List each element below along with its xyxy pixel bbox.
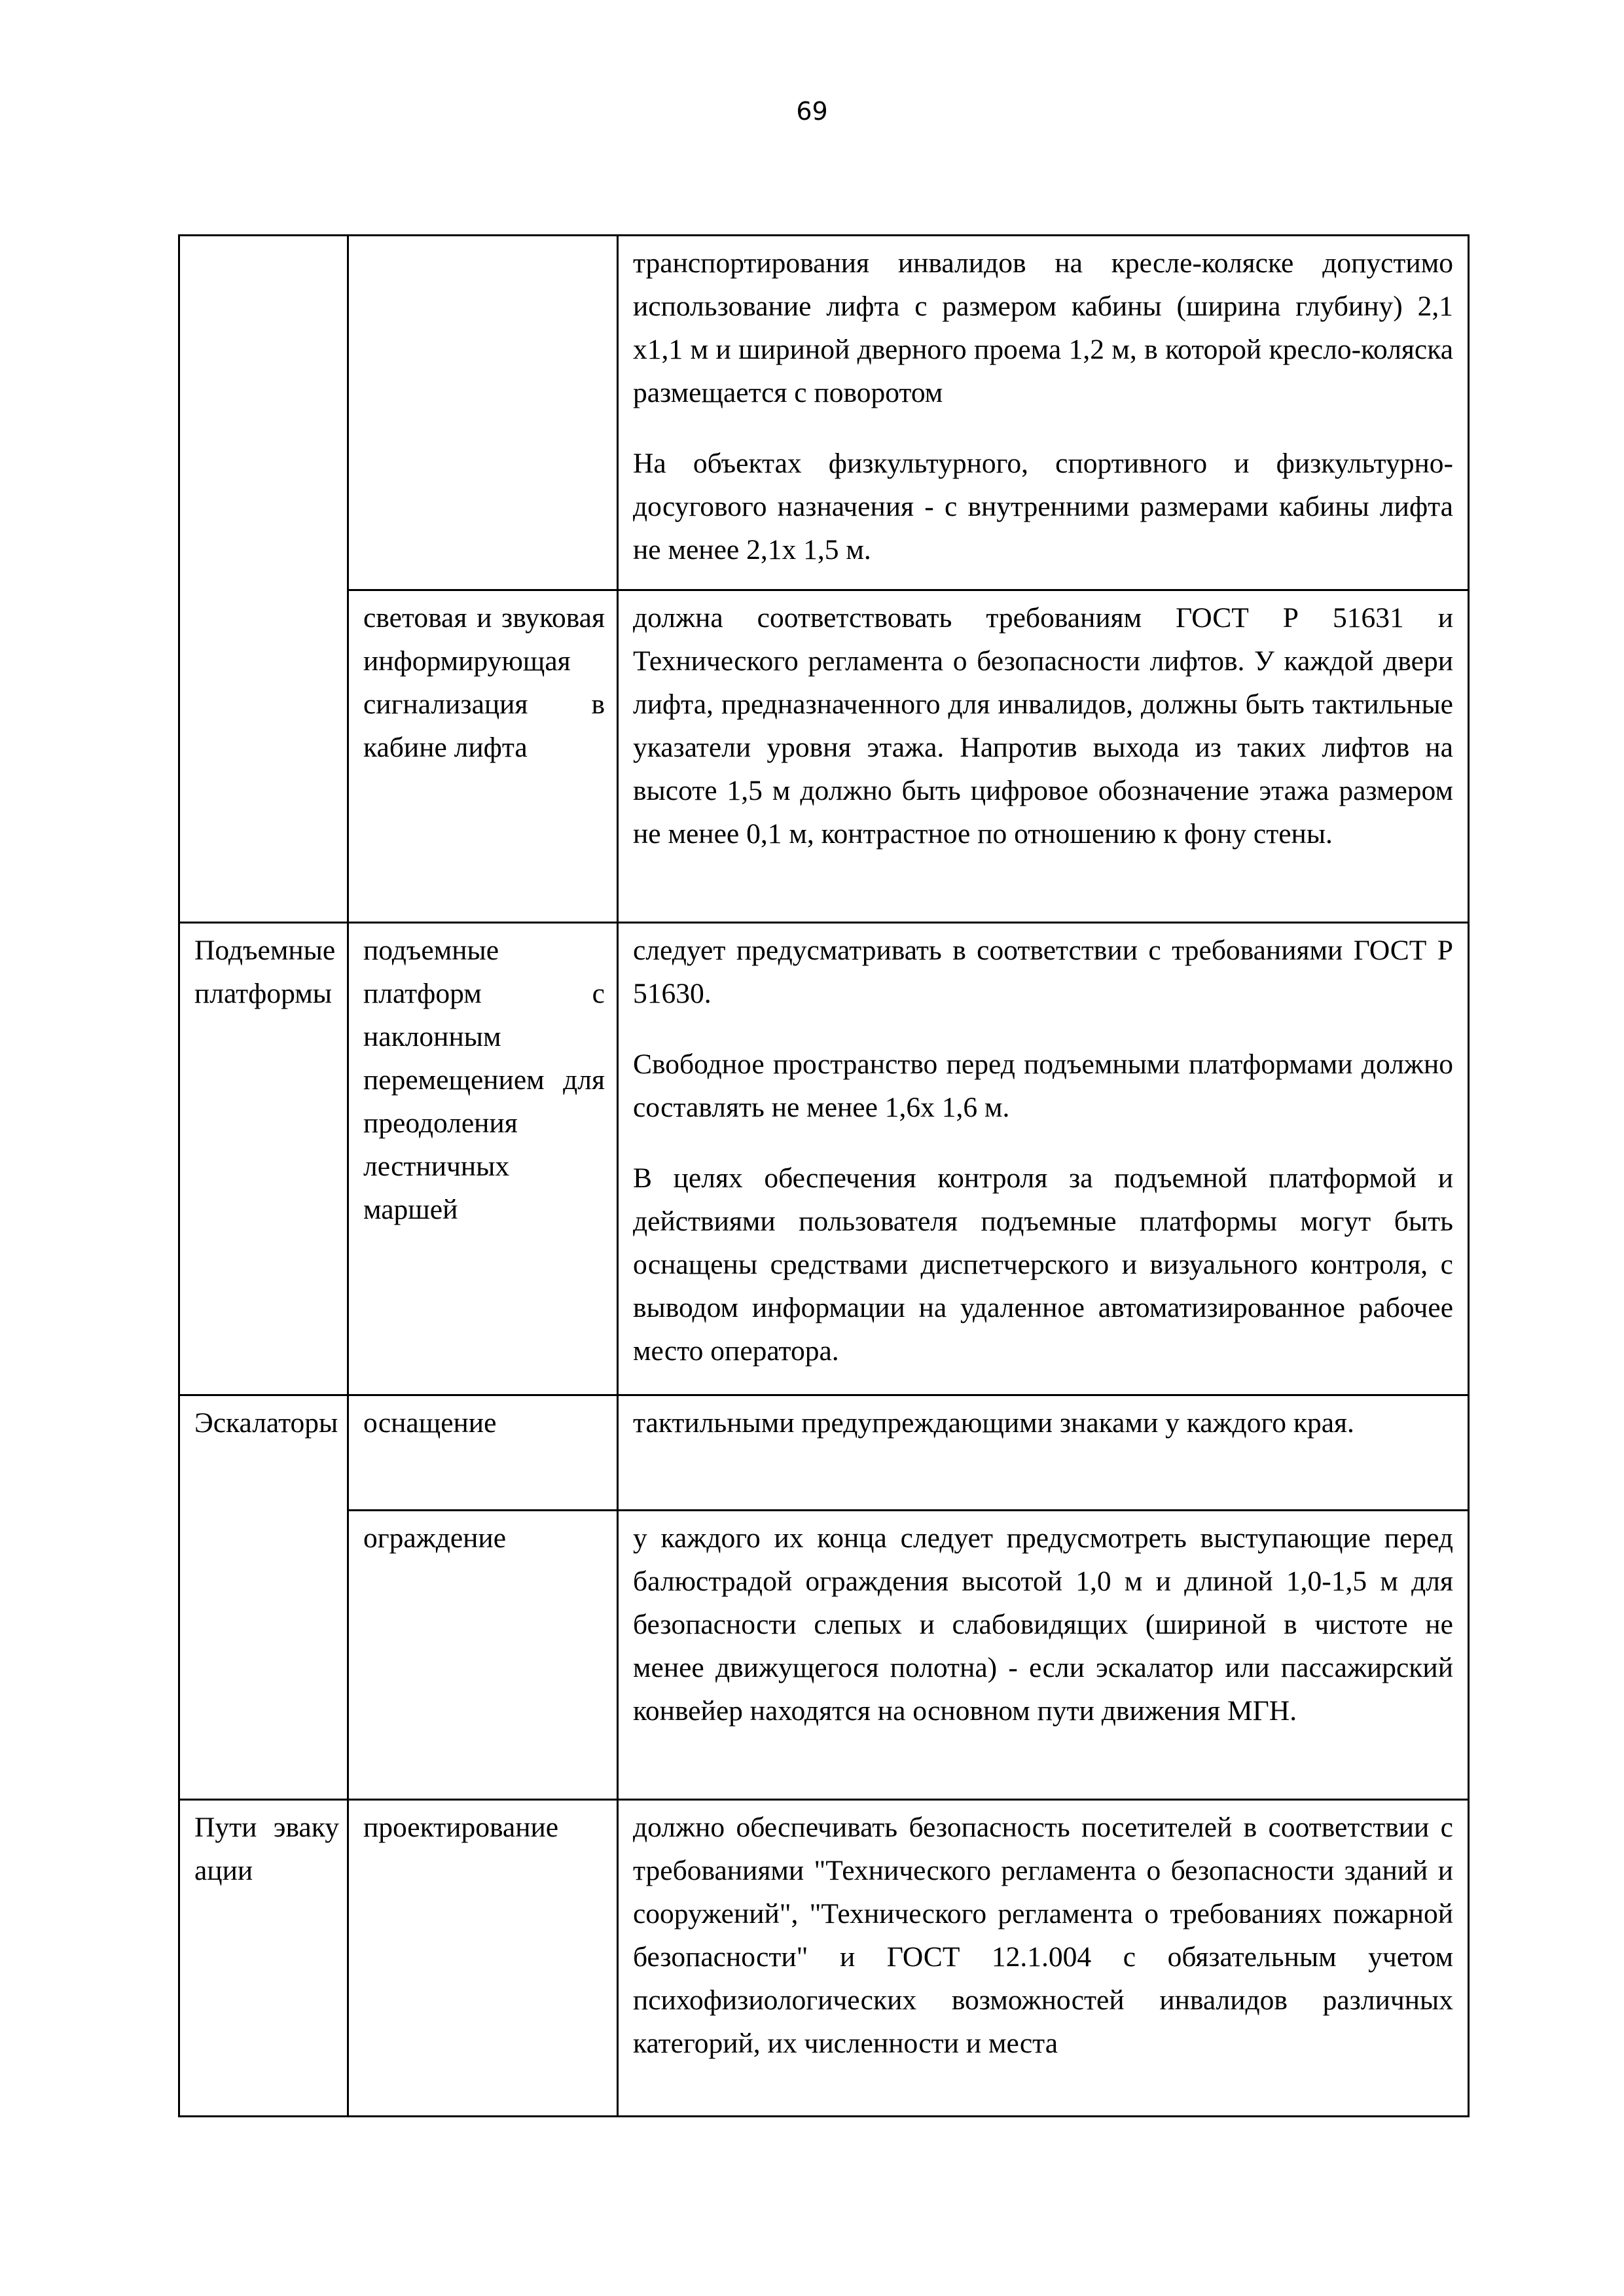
- parameter-cell: [348, 923, 618, 1395]
- page-number: 69: [796, 97, 828, 126]
- parameter-text: проектирование: [363, 1812, 559, 1843]
- requirement-cell: [618, 1511, 1469, 1800]
- requirement-text: Свободное пространство перед подъемными платформами должно составлять не менее 1,6х 1,6 м.: [633, 1049, 1453, 1123]
- element-text: Эскалаторы: [194, 1407, 338, 1439]
- element-cell: [179, 1395, 348, 1511]
- parameter-text: ограждение: [363, 1522, 507, 1554]
- requirement-text: транспортирования инвалидов на кресле-коляске допустимо использование лифта с размером кабины (ширина глубину) 2,1 х1,1 м и шириной дверного проема 1,2 м, в которой кресло-коляска размещается с поворотом: [633, 247, 1453, 408]
- requirement-cell: [618, 1395, 1469, 1511]
- table-row-lift-signal: [179, 590, 1469, 923]
- requirement-text: тактильными предупреждающими знаками у каждого края.: [633, 1407, 1354, 1439]
- parameter-text: световая и звуковая информирующая сигнализация в кабине лифта: [363, 602, 605, 763]
- requirement-text: должна соответствовать требованиям ГОСТ Р 51631 и Технического регламента о безопасности лифтов. У каждой двери лифта, предназначенного для инвалидов, должны быть тактильные указатели уровня этажа. Напротив выхода из таких лифтов на высоте 1,5 м должно быть цифровое обозначение этажа размером не менее 0,1 м, контрастное по отношению к фону стены.: [633, 602, 1453, 850]
- requirement-text: На объектах физкультурного, спортивного и физкультурно-досугового назначения - с внутренними размерами кабины лифта не менее 2,1х 1,5 м.: [633, 448, 1453, 565]
- element-text: Пути эвакуации: [194, 1812, 339, 1886]
- requirements-table: [178, 234, 1470, 2117]
- requirement-cell: [618, 923, 1469, 1395]
- parameter-cell: [348, 590, 618, 923]
- element-text: Подъемные платформы: [194, 935, 336, 1009]
- requirement-text: должно обеспечивать безопасность посетителей в соответствии с требованиями "Технического регламента о безопасности зданий и сооружений", "Технического регламента о требованиях пожарной безопасности" и ГОСТ 12.1.004 с обязательным учетом психофизиологических возможностей инвалидов различных категорий, их численности и места: [633, 1812, 1453, 2059]
- table-row-platforms: [179, 923, 1469, 1395]
- table-row-escalator-equipment: [179, 1395, 1469, 1511]
- element-cell-empty: [179, 1511, 348, 1800]
- parameter-cell: [348, 1511, 618, 1800]
- requirement-cell: [618, 1800, 1469, 2117]
- parameter-text: подъемные платформ с наклонным перемещением для преодоления лестничных маршей: [363, 935, 605, 1225]
- requirement-text: у каждого их конца следует предусмотреть выступающие перед балюстрадой ограждения высотой 1,0 м и длиной 1,0-1,5 м для безопасности слепых и слабовидящих (шириной в чистоте не менее движущегося полотна) - если эскалатор или пассажирский конвейер находятся на основном пути движения МГН.: [633, 1522, 1453, 1727]
- parameter-cell: [348, 1395, 618, 1511]
- requirement-text: В целях обеспечения контроля за подъемной платформой и действиями пользователя подъемные платформы могут быть оснащены средствами диспетчерского и визуального контроля, с выводом информации на удаленное автоматизированное рабочее место оператора.: [633, 1162, 1453, 1367]
- element-cell: [179, 1800, 348, 2117]
- requirement-text: следует предусматривать в соответствии с требованиями ГОСТ Р 51630.: [633, 935, 1453, 1009]
- table-row-escalator-fence: [179, 1511, 1469, 1800]
- element-cell-empty: [179, 590, 348, 923]
- element-cell-empty: [179, 236, 348, 590]
- parameter-text: оснащение: [363, 1407, 497, 1439]
- requirement-cell: [618, 590, 1469, 923]
- element-cell: [179, 923, 348, 1395]
- parameter-cell: [348, 1800, 618, 2117]
- table-row-evacuation: [179, 1800, 1469, 2117]
- requirement-cell: [618, 236, 1469, 590]
- table-row-lift-continued: [179, 236, 1469, 590]
- parameter-cell-empty: [348, 236, 618, 590]
